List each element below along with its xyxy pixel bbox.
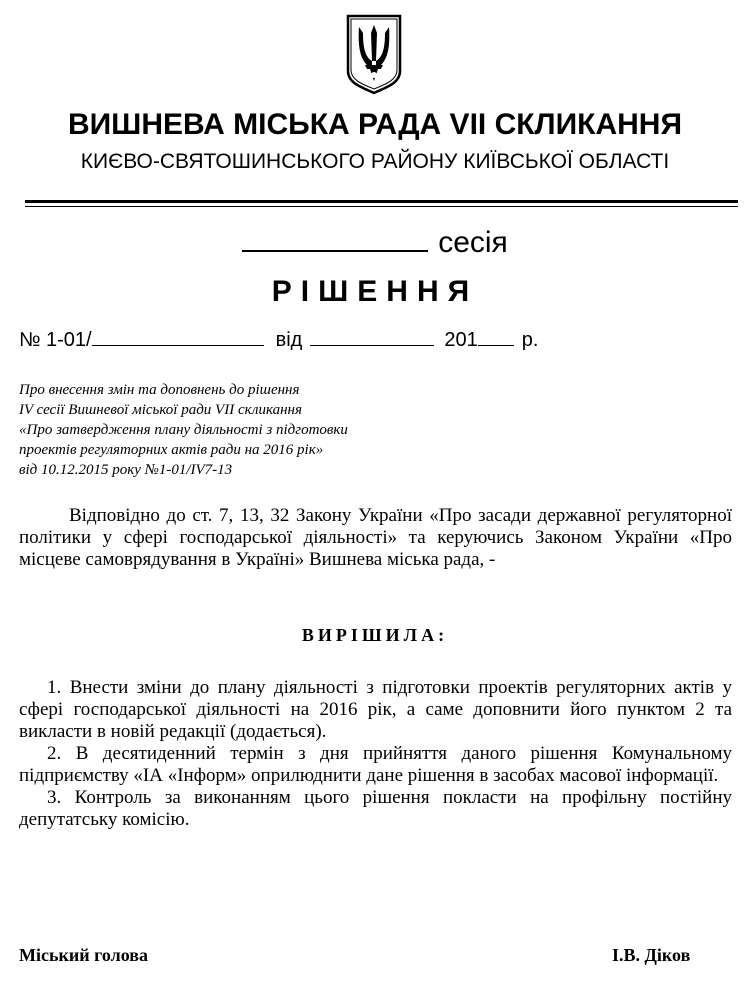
council-name: ВИШНЕВА МІСЬКА РАДА VII СКЛИКАННЯ [67,108,683,141]
session-line [0,220,750,260]
resolution-item: 2. В десятиденний термін з дня прийняття даного рішення Комунальному підприємству «ІА «Інформ» оприлюднити дане рішення в засобах масової інформації. [19,743,732,786]
subject-line: від 10.12.2015 року №1-01/IV7-13 [19,462,233,478]
year-suffix: р. [521,329,539,351]
subject-line: «Про затвердження плану діяльності з підготовки [19,422,348,438]
session-label: сесія [438,226,508,259]
signatory-name: І.В. Діков [612,945,691,965]
resolved-heading: ВИРІШИЛА: [301,625,449,645]
subject-line: IV сесії Вишневої міської ради VII скликання [19,402,302,418]
resolution-item: 3. Контроль за виконанням цього рішення покласти на профільну постійну депутатську комісію. [19,787,732,830]
subject-line: Про внесення змін та доповнень до рішення [19,382,300,398]
number-prefix: № 1-01/ [19,329,92,351]
header-divider-thin [25,206,738,207]
decision-subject [19,380,439,480]
date-blank [310,327,434,346]
subject-line: проектів регуляторних актів ради на 2016 рік» [19,442,324,458]
resolution-item: 1. Внести зміни до плану діяльності з підготовки проектів регуляторних актів у сфері господарської діяльності на 2016 рік, а саме доповнити його пунктом 2 та викласти в новій редакції (додається). [19,677,732,742]
date-from-label: від [275,329,303,351]
district-name: КИЄВО-СВЯТОШИНСЬКОГО РАЙОНУ КИЇВСЬКОЇ ОБЛАСТІ [80,150,670,173]
signatory-position: Міський голова [19,945,148,965]
number-blank [92,327,264,346]
decision-number-line [19,327,538,352]
resolution-items [19,677,732,831]
year-label: 201 [444,329,478,351]
header-divider-thick [25,200,738,203]
preamble-paragraph: Відповідно до ст. 7, 13, 32 Закону України «Про засади державної регуляторної політики у сфері господарської діяльності» та керуючись Законом України «Про місцеве самоврядування в Україні» Вишнева міська рада, - [19,505,732,570]
decision-title: РІШЕННЯ [271,275,479,308]
session-number-blank [242,220,428,252]
trident-coat-of-arms-icon [345,13,403,96]
year-blank [478,327,514,346]
